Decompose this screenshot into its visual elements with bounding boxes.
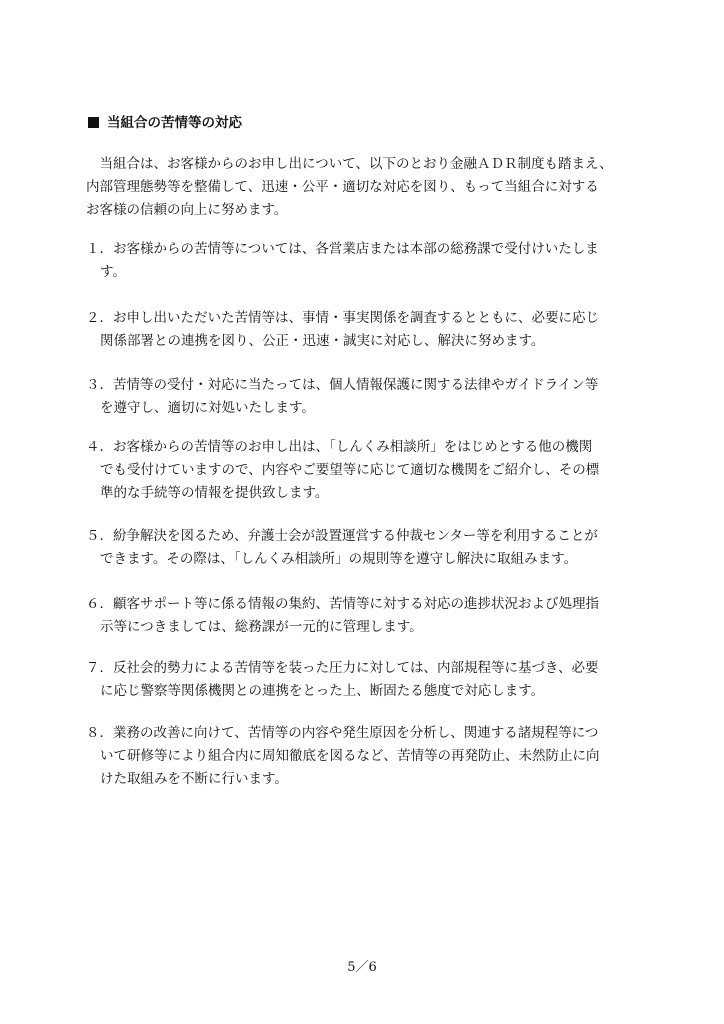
policy-line: ６．顧客サポート等に係る情報の集約、苦情等に対する対応の進捗状況および処理指	[86, 596, 599, 612]
policy-line: ４．お客様からの苦情等のお申し出は、「しんくみ相談所」をはじめとする他の機関	[86, 439, 593, 455]
policy-item-3	[86, 374, 646, 420]
intro-line: 当組合は、お客様からのお申し出について、以下のとおり金融ＡＤＲ制度も踏まえ、	[86, 156, 613, 172]
section-heading	[88, 111, 242, 131]
policy-item-8	[86, 722, 646, 791]
policy-line: でも受付けていますので、内容やご要望等に応じて適切な機関をご紹介し、その標	[100, 462, 600, 478]
page-number: 5／6	[347, 960, 377, 975]
policy-line: １．お客様からの苦情等については、各営業店または本部の総務課で受付けいたしま	[86, 241, 599, 257]
policy-line: に応じ警察等関係機関との連携をとった上、断固たる態度で対応します。	[100, 683, 545, 699]
policy-line: できます。その際は、「しんくみ相談所」の規則等を遵守し解決に取組みます。	[100, 551, 578, 567]
policy-line: けた取組みを不断に行います。	[100, 771, 288, 787]
policy-line: 関係部署との連携を図り、公正・迅速・誠実に対応し、解決に努めます。	[100, 333, 545, 349]
policy-line: ７．反社会的勢力による苦情等を装った圧力に対しては、内部規程等に基づき、必要	[86, 660, 599, 676]
policy-item-1	[86, 238, 646, 284]
policy-line: ２．お申し出いただいた苦情等は、事情・事実関係を調査するとともに、必要に応じ	[86, 310, 599, 326]
intro-paragraph	[86, 153, 646, 222]
policy-line: ３．苦情等の受付・対応に当たっては、個人情報保護に関する法律やガイドライン等	[86, 377, 599, 393]
policy-item-7	[86, 657, 646, 703]
policy-item-6	[86, 593, 646, 639]
policy-item-4	[86, 436, 646, 505]
policy-line: 準的な手続等の情報を提供致します。	[100, 485, 329, 501]
policy-item-2	[86, 307, 646, 353]
policy-line: 示等につきましては、総務課が一元的に管理します。	[100, 619, 423, 635]
policy-line: を遵守し、適切に対処いたします。	[100, 400, 315, 416]
intro-line: お客様の信頼の向上に努めます。	[86, 202, 288, 218]
policy-line: いて研修等により組合内に周知徹底を図るなど、苦情等の再発防止、未然防止に向	[100, 748, 600, 764]
section-heading-text: 当組合の苦情等の対応	[107, 115, 242, 131]
policy-item-5	[86, 525, 646, 571]
policy-line: ８．業務の改善に向けて、苦情等の内容や発生原因を分析し、関連する諸規程等につ	[86, 725, 599, 741]
policy-line: ５．紛争解決を図るため、弁護士会が設置運営する仲裁センター等を利用することが	[86, 528, 598, 544]
intro-line: 内部管理態勢等を整備して、迅速・公平・適切な対応を図り、もって当組合に対する	[86, 179, 599, 195]
square-bullet-icon	[88, 117, 99, 128]
policy-line: す。	[100, 264, 126, 280]
